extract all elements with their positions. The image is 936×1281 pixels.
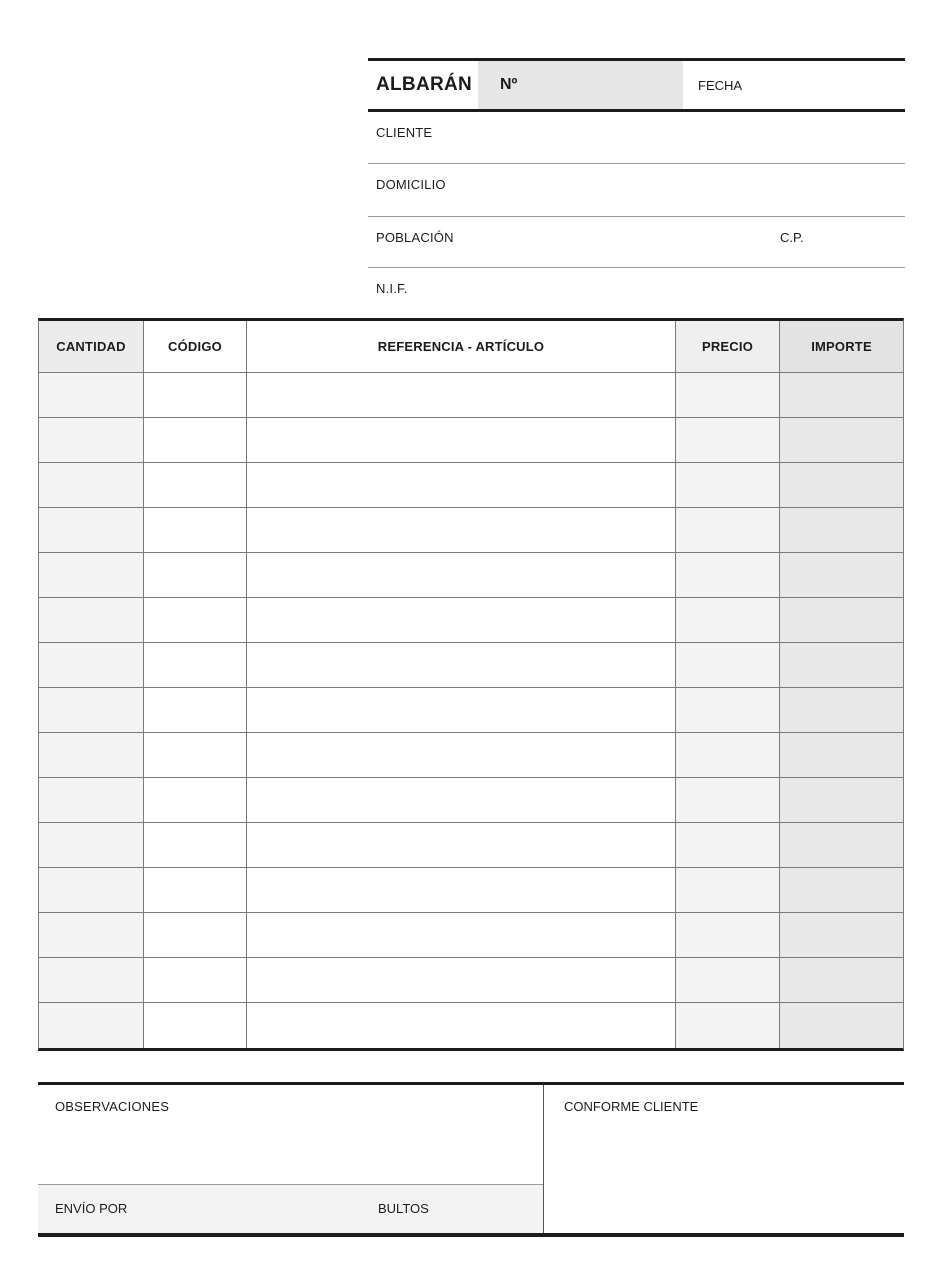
table-cell[interactable] bbox=[39, 958, 144, 1003]
address-label: DOMICILIO bbox=[376, 177, 446, 192]
table-cell[interactable] bbox=[247, 868, 676, 913]
table-cell[interactable] bbox=[780, 418, 903, 463]
tax-id-field-row bbox=[368, 268, 905, 318]
table-cell[interactable] bbox=[780, 733, 903, 778]
table-cell[interactable] bbox=[780, 553, 903, 598]
client-input-area[interactable] bbox=[478, 116, 901, 159]
table-cell[interactable] bbox=[676, 688, 780, 733]
table-cell[interactable] bbox=[39, 913, 144, 958]
table-cell[interactable] bbox=[39, 1003, 144, 1048]
footer-section bbox=[38, 1082, 904, 1237]
items-table bbox=[38, 318, 904, 1051]
column-header-cantidad: CANTIDAD bbox=[39, 321, 144, 373]
footer-left-pane bbox=[38, 1085, 544, 1233]
table-cell[interactable] bbox=[39, 868, 144, 913]
table-cell[interactable] bbox=[780, 508, 903, 553]
table-cell[interactable] bbox=[247, 823, 676, 868]
table-cell[interactable] bbox=[144, 643, 247, 688]
postal-code-label: C.P. bbox=[780, 230, 804, 245]
table-cell[interactable] bbox=[144, 958, 247, 1003]
table-cell[interactable] bbox=[247, 553, 676, 598]
table-cell[interactable] bbox=[144, 733, 247, 778]
table-cell[interactable] bbox=[39, 508, 144, 553]
table-cell[interactable] bbox=[39, 733, 144, 778]
table-cell[interactable] bbox=[247, 778, 676, 823]
table-cell[interactable] bbox=[780, 463, 903, 508]
tax-id-label: N.I.F. bbox=[376, 281, 408, 296]
column-header-codigo: CÓDIGO bbox=[144, 321, 247, 373]
packages-label: BULTOS bbox=[378, 1201, 429, 1216]
table-cell[interactable] bbox=[144, 778, 247, 823]
table-cell[interactable] bbox=[247, 643, 676, 688]
table-cell[interactable] bbox=[247, 598, 676, 643]
table-cell[interactable] bbox=[144, 688, 247, 733]
column-header-precio: PRECIO bbox=[676, 321, 780, 373]
address-field-row bbox=[368, 164, 905, 217]
table-cell[interactable] bbox=[247, 463, 676, 508]
table-cell[interactable] bbox=[247, 688, 676, 733]
table-cell[interactable] bbox=[144, 418, 247, 463]
table-cell[interactable] bbox=[39, 598, 144, 643]
customer-approval-area[interactable] bbox=[544, 1085, 904, 1233]
shipped-by-label: ENVÍO POR bbox=[55, 1201, 128, 1216]
table-cell[interactable] bbox=[676, 958, 780, 1003]
table-cell[interactable] bbox=[676, 598, 780, 643]
table-cell[interactable] bbox=[676, 373, 780, 418]
document-title: ALBARÁN bbox=[376, 74, 473, 95]
document-number-field[interactable] bbox=[478, 61, 683, 109]
table-cell[interactable] bbox=[676, 1003, 780, 1048]
table-cell[interactable] bbox=[676, 868, 780, 913]
table-cell[interactable] bbox=[780, 643, 903, 688]
table-cell[interactable] bbox=[144, 913, 247, 958]
table-cell[interactable] bbox=[247, 913, 676, 958]
client-field-row bbox=[368, 112, 905, 164]
table-cell[interactable] bbox=[39, 373, 144, 418]
table-cell[interactable] bbox=[676, 418, 780, 463]
address-input-area[interactable] bbox=[478, 168, 901, 212]
table-cell[interactable] bbox=[39, 418, 144, 463]
tax-id-input-area[interactable] bbox=[478, 272, 901, 314]
table-cell[interactable] bbox=[39, 688, 144, 733]
table-cell[interactable] bbox=[780, 868, 903, 913]
table-cell[interactable] bbox=[39, 643, 144, 688]
table-cell[interactable] bbox=[247, 418, 676, 463]
table-cell[interactable] bbox=[780, 688, 903, 733]
table-cell[interactable] bbox=[676, 553, 780, 598]
city-input-area[interactable] bbox=[478, 221, 775, 263]
client-label: CLIENTE bbox=[376, 125, 433, 140]
document-number-label: Nº bbox=[500, 76, 518, 93]
table-cell[interactable] bbox=[676, 508, 780, 553]
table-cell[interactable] bbox=[676, 733, 780, 778]
table-cell[interactable] bbox=[780, 958, 903, 1003]
table-cell[interactable] bbox=[676, 778, 780, 823]
table-cell[interactable] bbox=[144, 508, 247, 553]
table-cell[interactable] bbox=[676, 913, 780, 958]
table-cell[interactable] bbox=[247, 373, 676, 418]
city-field-row bbox=[368, 217, 905, 268]
customer-approval-label: CONFORME CLIENTE bbox=[564, 1099, 699, 1114]
table-cell[interactable] bbox=[39, 778, 144, 823]
column-header-referencia: REFERENCIA - ARTÍCULO bbox=[247, 321, 676, 373]
table-cell[interactable] bbox=[144, 1003, 247, 1048]
observations-label: OBSERVACIONES bbox=[55, 1099, 170, 1114]
table-cell[interactable] bbox=[144, 373, 247, 418]
date-label: FECHA bbox=[698, 77, 743, 93]
items-table-grid bbox=[39, 321, 903, 1048]
city-label: POBLACIÓN bbox=[376, 230, 454, 245]
table-cell[interactable] bbox=[780, 598, 903, 643]
table-cell[interactable] bbox=[780, 373, 903, 418]
shipping-row bbox=[38, 1184, 543, 1233]
document-header bbox=[368, 58, 905, 112]
table-cell[interactable] bbox=[144, 868, 247, 913]
table-cell[interactable] bbox=[676, 643, 780, 688]
observations-area[interactable] bbox=[38, 1085, 543, 1184]
table-cell[interactable] bbox=[144, 598, 247, 643]
table-cell[interactable] bbox=[780, 823, 903, 868]
table-cell[interactable] bbox=[144, 823, 247, 868]
table-cell[interactable] bbox=[39, 553, 144, 598]
table-cell[interactable] bbox=[247, 733, 676, 778]
table-cell[interactable] bbox=[247, 958, 676, 1003]
table-cell[interactable] bbox=[676, 463, 780, 508]
table-cell[interactable] bbox=[144, 553, 247, 598]
table-cell[interactable] bbox=[144, 463, 247, 508]
table-cell[interactable] bbox=[780, 778, 903, 823]
table-cell[interactable] bbox=[780, 1003, 903, 1048]
table-cell[interactable] bbox=[780, 913, 903, 958]
table-cell[interactable] bbox=[676, 823, 780, 868]
table-cell[interactable] bbox=[39, 463, 144, 508]
table-cell[interactable] bbox=[247, 1003, 676, 1048]
table-cell[interactable] bbox=[39, 823, 144, 868]
table-cell[interactable] bbox=[247, 508, 676, 553]
column-header-importe: IMPORTE bbox=[780, 321, 903, 373]
